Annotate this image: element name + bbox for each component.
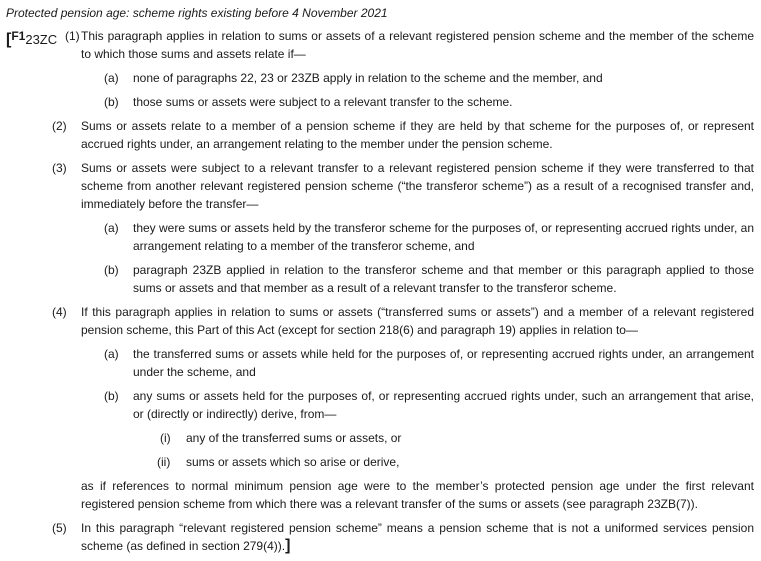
para-3-text: Sums or assets were subject to a relevant transfer to a relevant registered pension scheme if they were transferred to that scheme from another relevant registered pension scheme (“the transferor scheme”) as a result of a recognised transfer and, immediately before the transfer— [81,161,754,211]
para-4a-text: the transferred sums or assets while held for the purposes of, or representing accrued rights under, an arrangement under the scheme, and [133,347,754,379]
amendment-reference-link[interactable]: F1 [11,29,26,43]
para-1a-number: (a) [104,71,119,85]
para-4b-ii-number: (ii) [157,455,171,469]
para-3a-text: they were sums or assets held by the transferor scheme for the purposes of, or representing accrued rights under, an arrangement relating to a member of the transferor scheme, and [133,221,754,253]
para-3b-text: paragraph 23ZB applied in relation to the transferor scheme and that member or this paragraph applied to those sums or assets and that member as a result of a relevant transfer to the transferor scheme. [133,263,754,295]
para-4-number: (4) [52,305,67,319]
para-5-block [81,519,754,555]
para-4-tail-text: as if references to normal minimum pension age were to the member’s protected pension age under the first relevant registered pension scheme from which there was a relevant transfer of the sums or assets (see paragraph 23ZB(7)). [81,479,754,511]
paragraph-number: 23ZC [25,32,58,47]
para-3b-number: (b) [104,263,119,277]
para-1-number: (1) [65,29,80,43]
para-4b-text: any sums or assets held for the purposes of, or representing accrued rights under, such an arrangement that arise, or (directly or indirectly) derive, from— [133,389,754,421]
para-5-number: (5) [52,521,67,535]
bracket-close: ] [285,537,291,554]
para-4b-i-number: (i) [160,431,171,445]
para-1a-text: none of paragraphs 22, 23 or 23ZB apply in relation to the scheme and the member, and [133,71,603,85]
para-2-text: Sums or assets relate to a member of a pension scheme if they are held by that scheme for the purposes of, or represent accrued rights under, an arrangement relating to the member under the pension scheme. [81,119,754,151]
para-4b-ii-text: sums or assets which so arise or derive, [186,455,400,469]
para-4-text: If this paragraph applies in relation to sums or assets (“transferred sums or assets”) and a member of a relevant registered pension scheme, this Part of this Act (except for section 218(6) and paragraph 19) applies in relation to— [81,305,754,337]
para-5-text: In this paragraph “relevant registered pension scheme” means a pension scheme that is not a uniformed services pension scheme (as defined in section 279(4)). [81,521,754,553]
para-4b-i-text: any of the transferred sums or assets, or [186,431,402,445]
para-1b-number: (b) [104,95,119,109]
para-3-number: (3) [52,161,67,175]
para-3a-number: (a) [104,221,119,235]
section-heading: Protected pension age: scheme rights existing before 4 November 2021 [6,6,388,20]
para-2-number: (2) [52,119,67,133]
para-4b-number: (b) [104,389,119,403]
para-4a-number: (a) [104,347,119,361]
provision-number [6,26,57,50]
bracket-open: [ [6,31,12,48]
para-1b-text: those sums or assets were subject to a relevant transfer to the scheme. [133,95,513,109]
para-1-text: This paragraph applies in relation to sums or assets of a relevant registered pension scheme and the member of the scheme to which those sums and assets relate if— [81,29,754,61]
